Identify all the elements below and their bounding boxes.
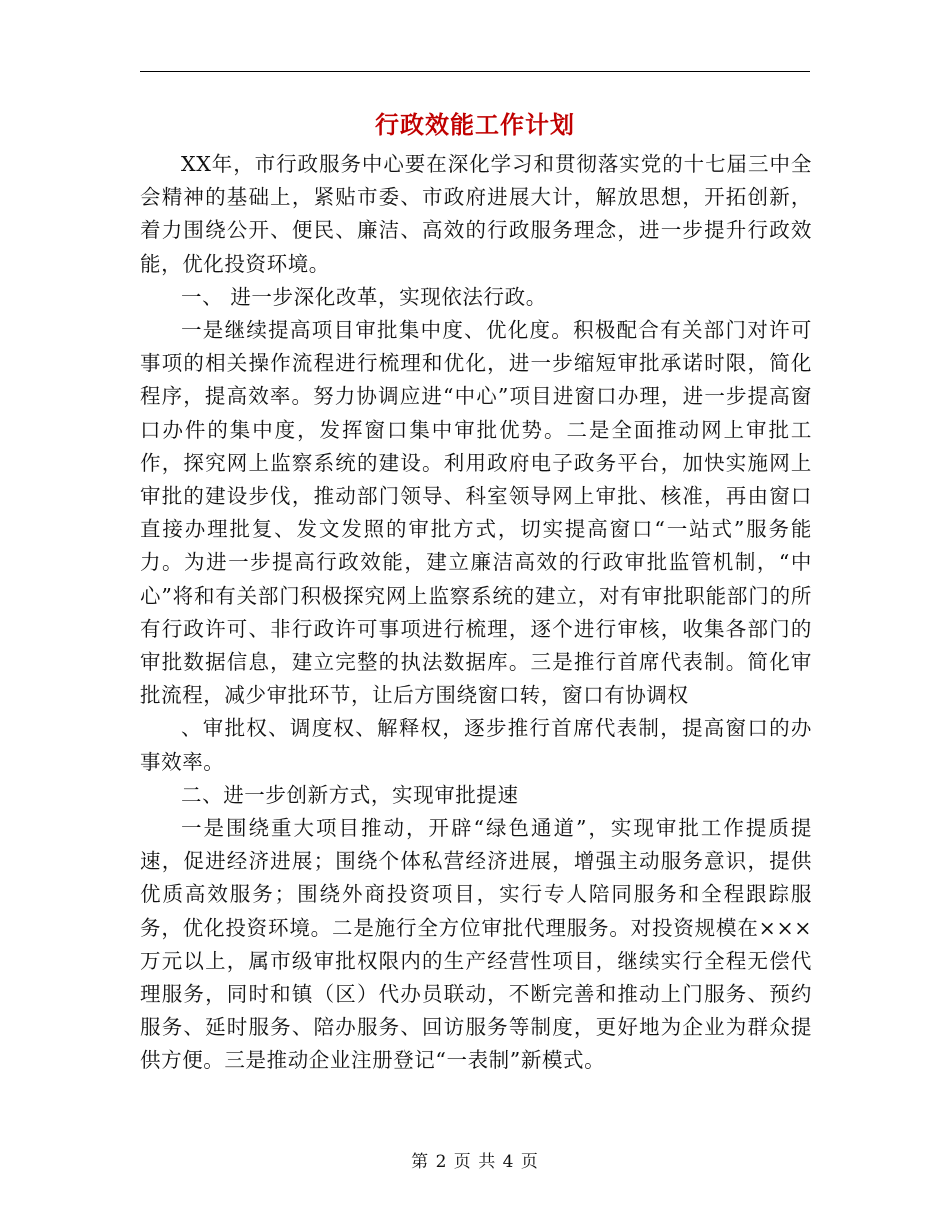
section-heading-1: 一、 进一步深化改革，实现依法行政。 <box>181 284 547 309</box>
document-title: 行政效能工作计划 <box>375 111 575 139</box>
paragraph-section-1: 一是继续提高项目审批集中度、优化度。积极配合有关部门对许可事项的相关操作流程进行梳理和优化，进一步缩短审批承诺时限，简化程序，提高效率。努力协调应进“中心”项目进窗口办理，进一步提高窗口办件的集中度，发挥窗口集中审批优势。二是全面推动网上审批工作，探究网上监察系统的建设。利用政府电子政务平台，加快实施网上审批的建设步伐，推动部门领导、科室领导网上审批、核准，再由窗口直接办理批复、发文发照的审批方式，切实提高窗口“一站式”服务能力。为进一步提高行政效能，建立廉洁高效的行政审批监管机制，“中心”将和有关部门积极探究网上监察系统的建立，对有审批职能部门的所有行政许可、非行政许可事项进行梳理，逐个进行审核，收集各部门的审批数据信息，建立完整的执法数据库。三是推行首席代表制。简化审批流程，减少审批环节，让后方围绕窗口转，窗口有协调权 <box>140 318 812 708</box>
header-rule <box>140 71 810 72</box>
section-heading-2: 二、进一步创新方式，实现审批提速 <box>181 782 519 807</box>
paragraph-section-2: 一是围绕重大项目推动，开辟“绿色通道”，实现审批工作提质提速，促进经济进展；围绕个体私营经济进展，增强主动服务意识，提供优质高效服务；围绕外商投资项目，实行专人陪同服务和全程跟踪服务，优化投资环境。二是施行全方位审批代理服务。对投资规模在×××万元以上，属市级审批权限内的生产经营性项目，继续实行全程无偿代理服务，同时和镇（区）代办员联动，不断完善和推动上门服务、预约服务、延时服务、陪办服务、回访服务等制度，更好地为企业为群众提供方便。三是推动企业注册登记“一表制”新模式。 <box>140 816 812 1073</box>
document-body <box>140 148 812 1078</box>
paragraph-section-1-continued: 、审批权、调度权、解释权，逐步推行首席代表制，提高窗口的办事效率。 <box>140 716 812 774</box>
page-number-footer: 第 2 页 共 4 页 <box>411 1152 539 1172</box>
paragraph-intro: XX年，市行政服务中心要在深化学习和贯彻落实党的十七届三中全会精神的基础上，紧贴市委、市政府进展大计，解放思想，开拓创新，着力围绕公开、便民、廉洁、高效的行政服务理念，进一步提升行政效能，优化投资环境。 <box>140 152 812 276</box>
